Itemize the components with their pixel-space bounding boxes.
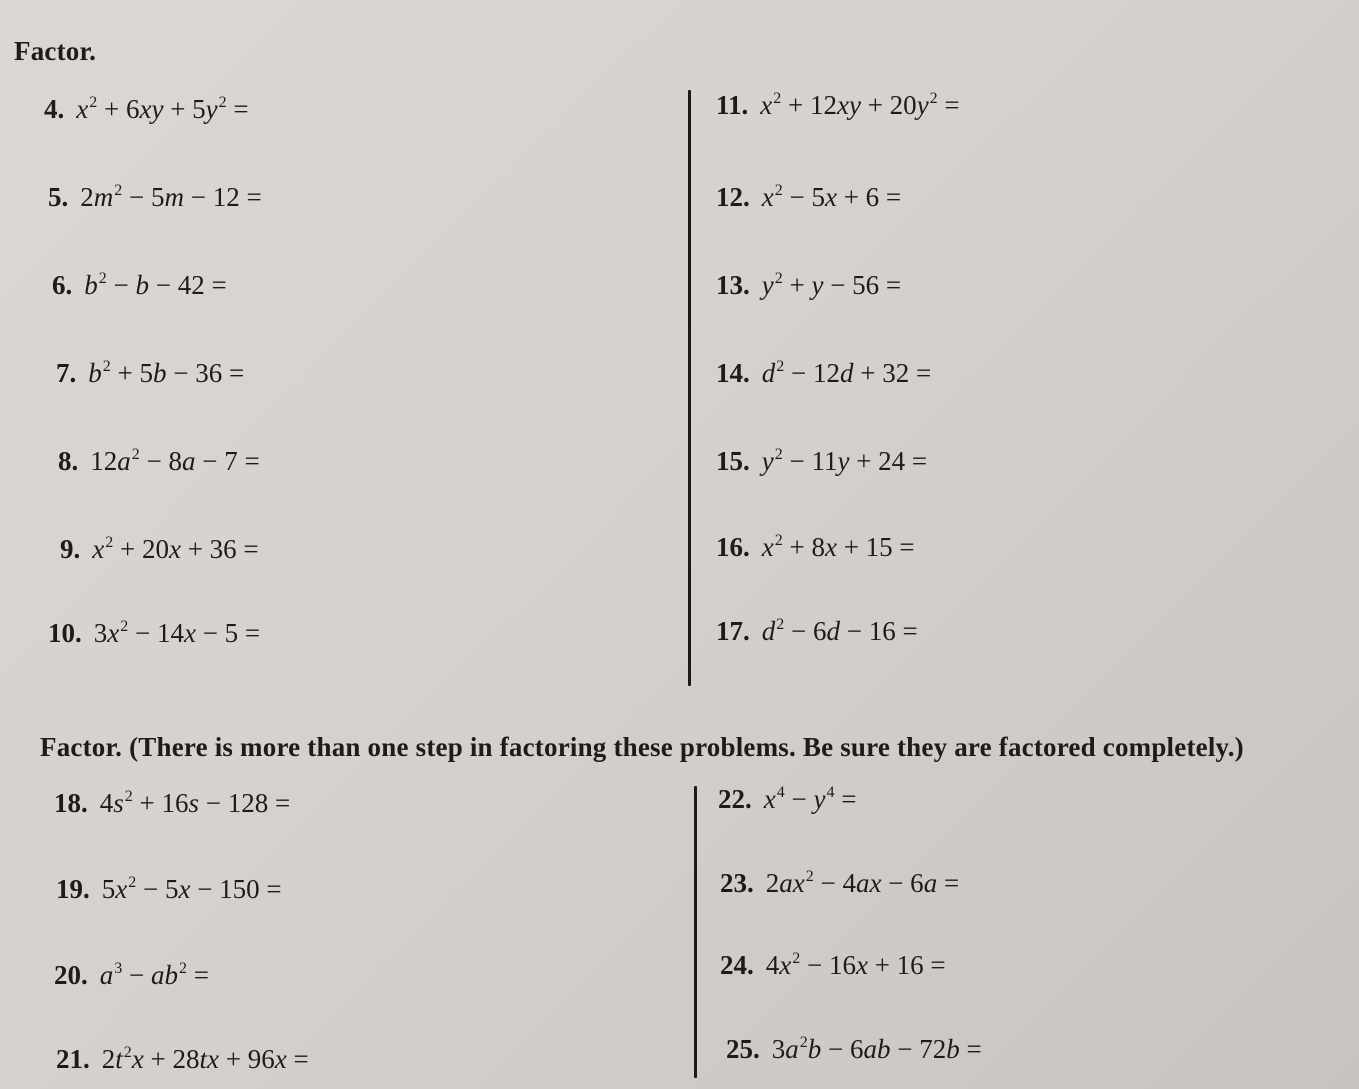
problem-22 <box>718 783 857 814</box>
section1-heading: Factor. <box>14 36 97 66</box>
problem-4 <box>44 93 249 124</box>
problem-expression: $2m^2 - 5m - 12$ = <box>80 181 262 212</box>
problem-9 <box>60 533 259 564</box>
problem-number: 13. <box>716 270 750 300</box>
problem-number: 11. <box>716 90 749 120</box>
problem-expression: $3x^2 - 14x - 5$ = <box>93 617 261 648</box>
problem-number: 8. <box>58 446 79 476</box>
problem-13 <box>716 269 902 300</box>
problem-number: 25. <box>726 1034 760 1064</box>
problem-8 <box>58 445 260 476</box>
problem-6 <box>52 269 227 300</box>
problem-expression: $x^2 + 20x + 36$ = <box>92 533 259 564</box>
problem-expression: $2t^2x + 28tx + 96x$ = <box>101 1043 309 1074</box>
problem-19 <box>56 873 282 904</box>
problem-18 <box>54 787 291 818</box>
problem-25 <box>726 1033 982 1064</box>
problem-number: 16. <box>716 532 750 562</box>
problem-23 <box>720 867 960 898</box>
problem-20 <box>54 959 209 990</box>
problem-expression: $y^2 + y - 56$ = <box>761 269 902 300</box>
problem-number: 17. <box>716 616 750 646</box>
problem-24 <box>720 949 946 980</box>
problem-number: 5. <box>48 182 69 212</box>
column-divider-bottom <box>694 786 697 1078</box>
problem-expression: $d^2 - 12d + 32$ = <box>761 357 932 388</box>
problem-expression: $x^2 + 6xy + 5y^2$ = <box>76 93 249 124</box>
problem-expression: $x^4 - y^4$ = <box>763 783 857 814</box>
problem-number: 21. <box>56 1044 90 1074</box>
problem-number: 24. <box>720 950 754 980</box>
problem-expression: $x^2 + 12xy + 20y^2$ = <box>760 89 960 120</box>
problem-number: 12. <box>716 182 750 212</box>
problem-15 <box>716 445 928 476</box>
problem-7 <box>56 357 245 388</box>
problem-expression: $3a^2b - 6ab - 72b$ = <box>771 1033 982 1064</box>
problem-expression: $x^2 - 5x + 6$ = <box>761 181 902 212</box>
problem-number: 20. <box>54 960 88 990</box>
problem-number: 18. <box>54 788 88 818</box>
problem-16 <box>716 531 915 562</box>
problem-number: 4. <box>44 94 65 124</box>
problem-number: 19. <box>56 874 90 904</box>
section2-heading: Factor. (There is more than one step in factoring these problems. Be sure they are factored completely.) <box>40 732 1244 762</box>
problem-12 <box>716 181 902 212</box>
problem-11 <box>716 89 960 120</box>
problem-number: 15. <box>716 446 750 476</box>
problem-expression: $12a^2 - 8a - 7$ = <box>90 445 260 476</box>
problem-21 <box>56 1043 309 1074</box>
problem-10 <box>48 617 261 648</box>
problem-number: 23. <box>720 868 754 898</box>
problem-expression: $2ax^2 - 4ax - 6a$ = <box>765 867 960 898</box>
problem-expression: $b^2 + 5b - 36$ = <box>88 357 245 388</box>
problem-number: 6. <box>52 270 73 300</box>
problem-5 <box>48 181 262 212</box>
problem-expression: $b^2 - b - 42$ = <box>84 269 227 300</box>
problem-number: 14. <box>716 358 750 388</box>
problem-expression: $y^2 - 11y + 24$ = <box>761 445 928 476</box>
column-divider-top <box>688 90 691 686</box>
problem-number: 7. <box>56 358 77 388</box>
problem-number: 10. <box>48 618 82 648</box>
problem-expression: $4s^2 + 16s - 128$ = <box>99 787 291 818</box>
problem-14 <box>716 357 932 388</box>
problem-expression: $d^2 - 6d - 16$ = <box>761 615 918 646</box>
problem-expression: $4x^2 - 16x + 16$ = <box>765 949 946 980</box>
problem-17 <box>716 615 918 646</box>
problem-number: 22. <box>718 784 752 814</box>
problem-number: 9. <box>60 534 81 564</box>
problem-expression: $x^2 + 8x + 15$ = <box>761 531 915 562</box>
problem-expression: $5x^2 - 5x - 150$ = <box>101 873 282 904</box>
problem-expression: $a^3 - ab^2$ = <box>99 959 209 990</box>
